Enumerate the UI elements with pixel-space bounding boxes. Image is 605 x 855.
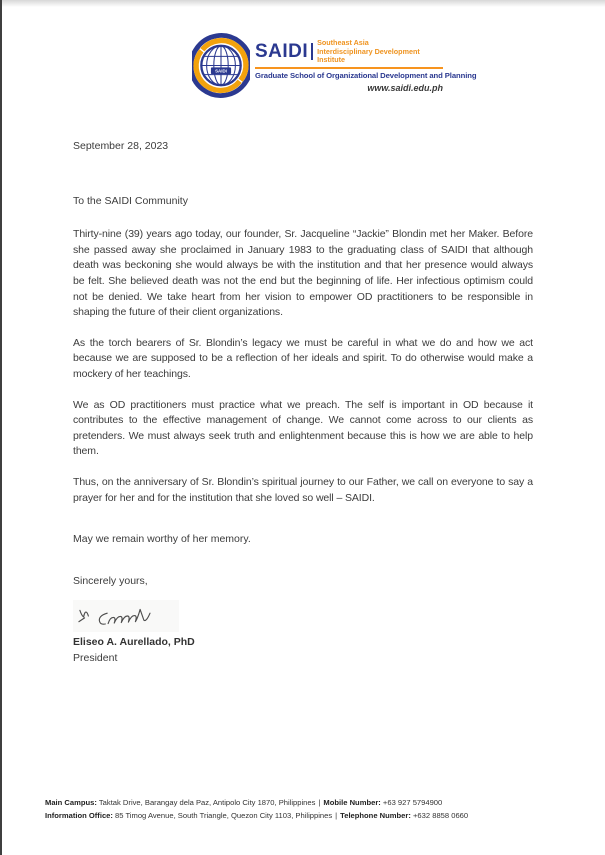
org-acronym: SAIDI xyxy=(255,40,309,62)
signer-name: Eliseo A. Aurellado, PhD xyxy=(73,636,195,649)
footer-line-1 xyxy=(45,796,565,809)
valediction: Sincerely yours, xyxy=(73,574,148,587)
signature-image xyxy=(73,600,179,632)
paragraph-2: As the torch bearers of Sr. Blondin’s legacy we must be careful in what we do and how we act because we are supposed to be a reflection of her ideals and spirit. To do otherwise would make a mockery of her teachings. xyxy=(73,336,533,380)
header-divider xyxy=(311,43,313,60)
letterhead xyxy=(192,30,477,101)
org-name-line1: Southeast Asia xyxy=(317,38,369,47)
org-name-line2: Interdisciplinary Development Institute xyxy=(317,46,420,65)
handwritten-signature-icon xyxy=(73,600,179,632)
information-office-label: Information Office: xyxy=(45,811,113,820)
header-rule xyxy=(255,67,443,69)
signer-title: President xyxy=(73,651,118,664)
page-top-shadow xyxy=(0,0,605,7)
saidi-globe-logo-icon xyxy=(192,30,250,101)
telephone-number-label: Telephone Number: xyxy=(340,811,411,820)
salutation: To the SAIDI Community xyxy=(73,194,188,207)
telephone-number-value: +632 8858 0660 xyxy=(410,811,469,820)
footer-separator: | xyxy=(318,798,321,807)
information-office-address: 85 Timog Avenue, South Triangle, Quezon City 1103, Philippines xyxy=(112,811,333,820)
org-subtitle: Graduate School of Organizational Development and Planning xyxy=(255,71,477,81)
mobile-number-label: Mobile Number: xyxy=(323,798,381,807)
main-campus-label: Main Campus: xyxy=(45,798,97,807)
letter-date: September 28, 2023 xyxy=(73,140,169,152)
mobile-number-value: +63 927 5794900 xyxy=(380,798,443,807)
org-website-link[interactable]: www.saidi.edu.ph xyxy=(367,83,443,94)
contact-footer xyxy=(45,796,565,822)
letter-body xyxy=(0,101,605,666)
paragraph-4: Thus, on the anniversary of Sr. Blondin’s spiritual journey to our Father, we call on everyone to say a prayer for her and for the institution that she loved so well – SAIDI. xyxy=(73,475,533,504)
paragraph-1: Thirty-nine (39) years ago today, our founder, Sr. Jacqueline “Jackie” Blondin met her Maker. Before she passed away she proclaimed in January 1983 to the graduating class of SAIDI that although death was beckoning she would always be with the institution and that her presence would always be felt. She believed death was not the end but the beginning of life. Her infectious optimism could not be denied. We take heart from her vision to empower OD practitioners to be responsible in shaping the future of their client organizations. xyxy=(73,228,533,319)
footer-separator: | xyxy=(335,811,338,820)
globe-banner-label: SAIDI xyxy=(215,68,227,74)
footer-line-2 xyxy=(45,809,565,822)
org-full-name xyxy=(317,39,443,65)
paragraph-3: We as OD practitioners must practice what we preach. The self is important in OD because it contributes to the effective management of change. We cannot come across to our clients as pretenders. We must always seek truth and enlightenment because this is how we are able to help them. xyxy=(73,398,533,458)
closing-line: May we remain worthy of her memory. xyxy=(73,533,251,546)
letterhead-text xyxy=(255,38,477,94)
main-campus-address: Taktak Drive, Barangay dela Paz, Antipolo City 1870, Philippines xyxy=(96,798,316,807)
